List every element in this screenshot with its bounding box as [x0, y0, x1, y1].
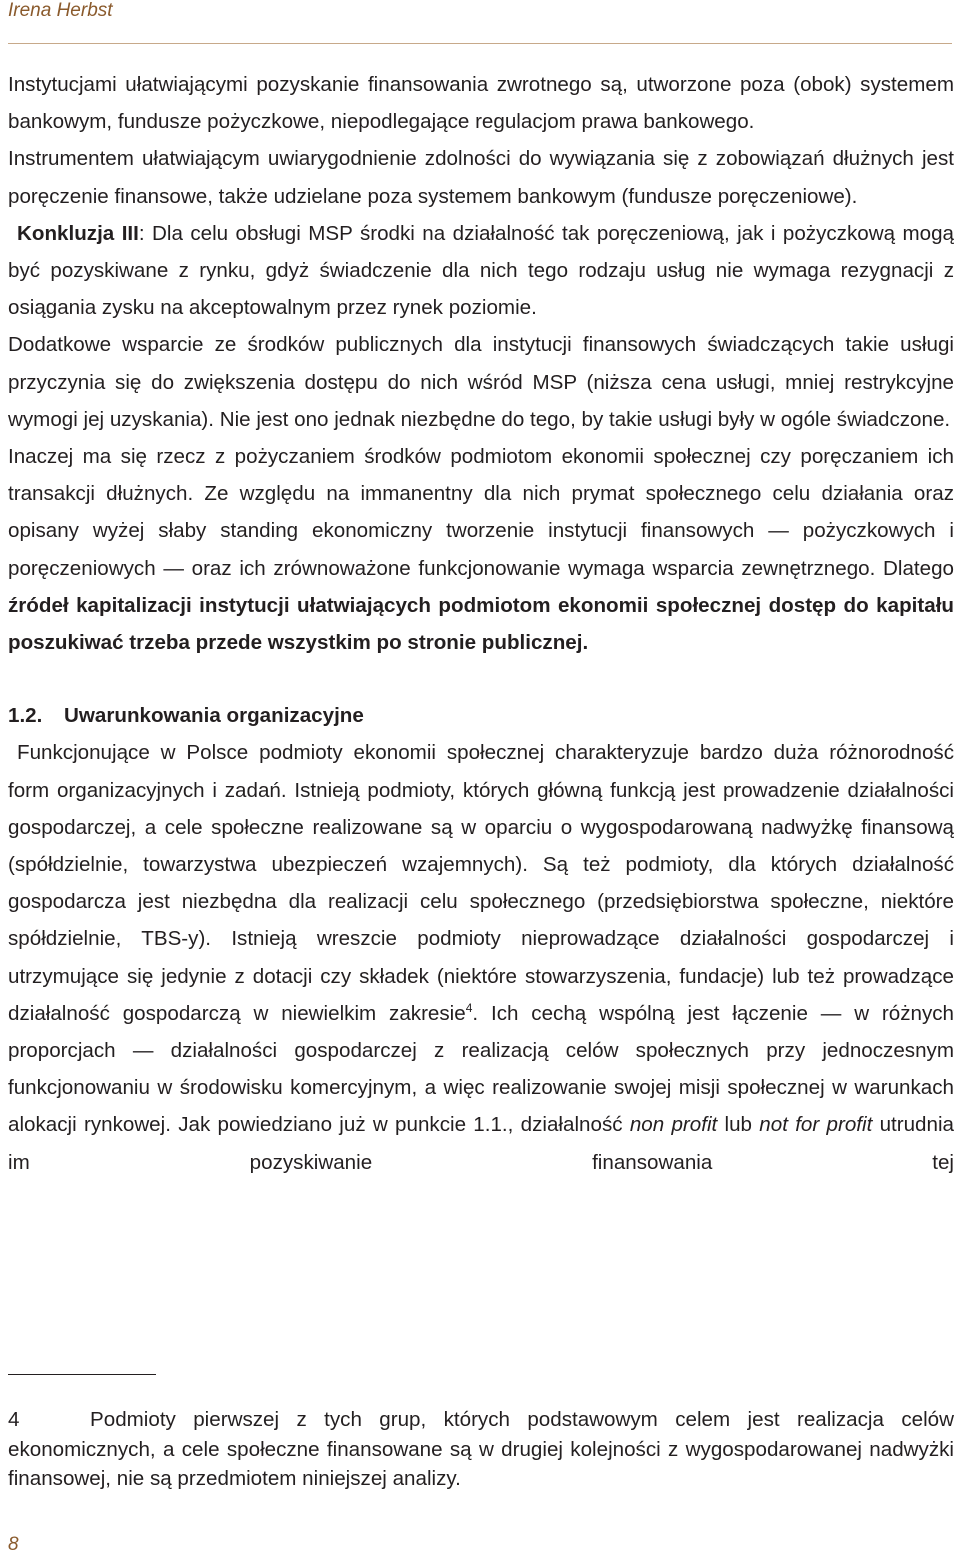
footnote — [8, 1405, 954, 1494]
paragraph-conclusion — [8, 215, 954, 327]
page-body — [8, 66, 954, 1181]
page-number: 8 — [8, 1534, 19, 1555]
section-heading — [8, 697, 954, 734]
org-text-2: . Ich cechą wspólną jest łączenie — w różnych proporcjach — działalności gospodarczej z realizacją celów społecznych przy jednoczesnym funkcjonowaniu w środowisku komercyjnym, a więc realizowanie swojej misji społecznej w warunkach alokacji rynkowej. Jak powiedziano już w punkcie 1.1., działalność — [8, 1001, 955, 1137]
social-economy-text: Inaczej ma się rzecz z pożyczaniem środków podmiotom ekonomii społecznej czy poręczaniem ich transakcji dłużnych. Ze względu na immanentny dla nich prymat społecznego celu działania oraz opisany wyżej słaby standing ekonomiczny tworzenie instytucji finansowych — pożyczkowych i poręczeniowych — oraz ich zrównoważone funkcjonowanie wymaga wsparcia zewnętrznego. Dlatego — [8, 445, 954, 580]
section-title: Uwarunkowania organizacyjne — [64, 704, 364, 728]
paragraph-public-support: Dodatkowe wsparcie ze środków publicznych dla instytucji finansowych świadczących takie usługi przyczynia się do zwiększenia dostępu do nich wśród MSP (niższa cena usługi, mniej restrykcyjne wymogi jej uzyskania). Nie jest ono jednak niezbędne do tego, by takie usługi były w ogóle świadczone. — [8, 333, 954, 431]
org-italic-not-for-profit: not for profit — [759, 1113, 873, 1137]
paragraph-guarantee: Instrumentem ułatwiającym uwiarygodnienie zdolności do wywiązania się z zobowiązań dłużnych jest poręczenie finansowe, także udzielane poza systemem bankowym (fundusze poręczeniowe). — [8, 147, 954, 208]
footnote-number: 4 — [8, 1408, 20, 1431]
org-italic-non-profit: non profit — [629, 1113, 718, 1137]
header-divider — [8, 43, 952, 44]
org-text-3: lub — [717, 1113, 760, 1137]
footnote-text: Podmioty pierwszej z tych grup, których podstawowym celem jest realizacja celów ekonomicznych, a cele społeczne finansowane są w drugiej kolejności z wygospodarowanej nadwyżki finansowej, nie są przedmiotem niniejszej analizy. — [8, 1408, 954, 1490]
paragraph-social-economy — [8, 438, 954, 661]
paragraph-organizational — [8, 734, 954, 1180]
paragraph-funds: Instytucjami ułatwiającymi pozyskanie finansowania zwrotnego są, utworzone poza (obok) systemem bankowym, fundusze pożyczkowe, niepodlegające regulacjom prawa bankowego. — [8, 73, 954, 134]
footnote-reference[interactable]: 4 — [465, 1001, 473, 1016]
org-text-4: utrudnia im pozyskiwanie finansowania tej — [8, 1113, 954, 1174]
conclusion-text: : Dla celu obsługi MSP środki na działalność tak poręczeniową, jak i pożyczkową mogą być pozyskiwane z rynku, gdyż świadczenie dla nich tego rodzaju usług nie wymaga rezygnacji z osiągania zysku na akceptowalnym przez rynek poziomie. — [8, 221, 954, 320]
org-text-1: Funkcjonujące w Polsce podmioty ekonomii społecznej charakteryzuje bardzo duża różnorodność form organizacyjnych i zadań. Istnieją podmioty, których główną funkcją jest prowadzenie działalności gospodarczej, a cele społeczne realizowane są w oparciu o wygospodarowaną nadwyżkę finansową (spółdzielnie, towarzystwa ubezpieczeń wzajemnych). Są też podmioty, dla których działalność gospodarcza jest niezbędna dla realizacji celu społecznego (przedsiębiorstwa społeczne, niektóre spółdzielnie, TBS-y). Istnieją wreszcie podmioty nieprowadzące działalności gospodarczej i utrzymujące się jedynie z dotacji czy składek (niektóre stowarzyszenia, fundacje) lub też prowadzące działalność gospodarczą w niewielkim zakresie — [8, 741, 954, 1025]
footnote-divider — [8, 1374, 156, 1375]
running-header-author: Irena Herbst — [8, 0, 113, 21]
conclusion-label: Konkluzja III — [17, 221, 139, 245]
social-economy-emphasis: źródeł kapitalizacji instytucji ułatwiających podmiotom ekonomii społecznej dostęp do kapitału poszukiwać trzeba przede wszystkim po stronie publicznej. — [8, 593, 954, 655]
section-number: 1.2. — [8, 704, 43, 728]
